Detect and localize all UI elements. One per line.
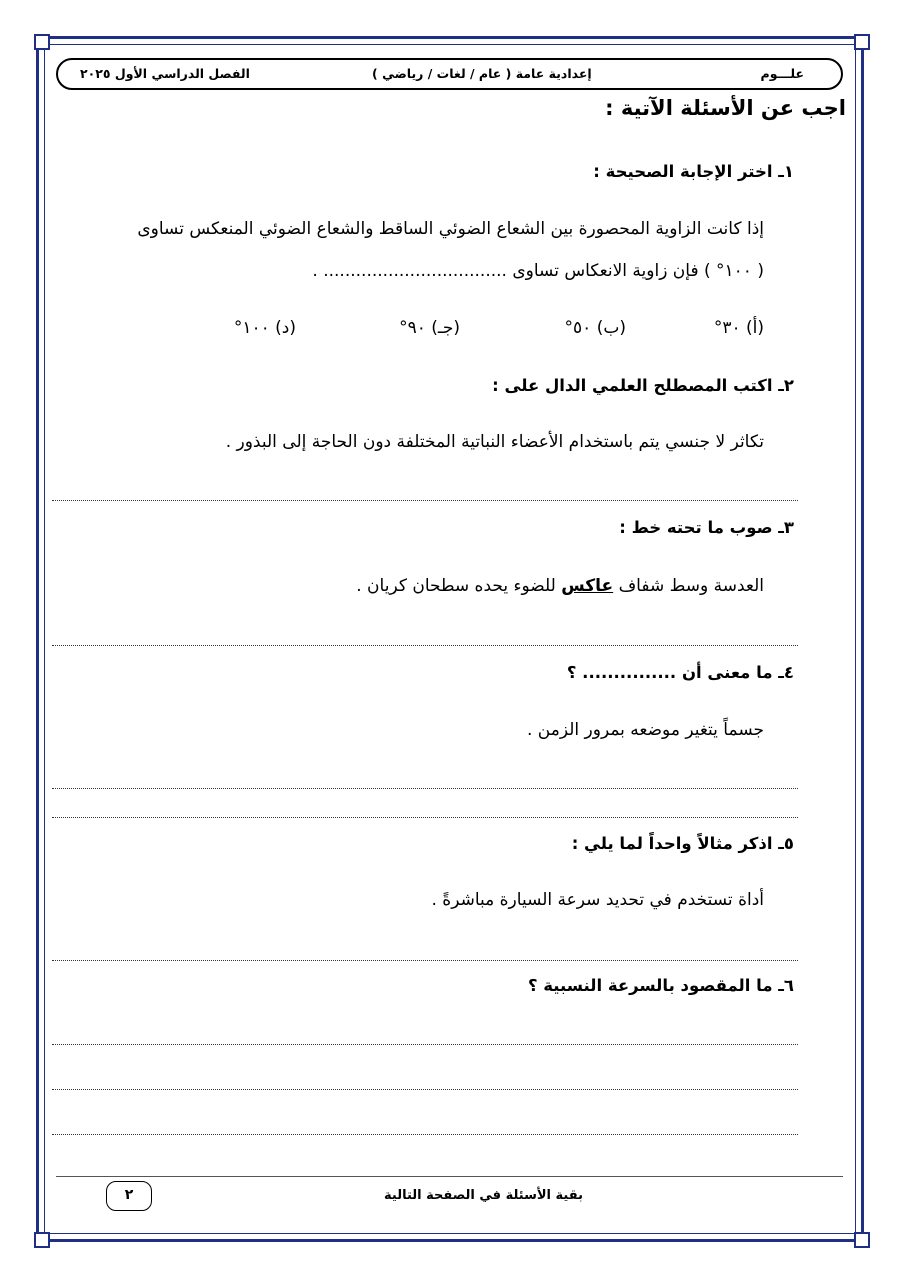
question-5-title: ٥ـ اذكر مثالاً واحداً لما يلي :	[571, 834, 794, 853]
option-c: (جـ) ٩٠°	[399, 318, 460, 338]
option-b: (ب) ٥٠°	[564, 318, 626, 338]
question-2-title: ٢ـ اكتب المصطلح العلمي الدال على :	[492, 376, 794, 395]
page-number: ٢	[106, 1181, 152, 1211]
question-1-line-2: ( ١٠٠° ) فإن زاوية الانعكاس تساوى .................................. .	[312, 261, 764, 281]
answer-line	[52, 1044, 798, 1045]
underlined-word: عاكس	[561, 576, 614, 596]
footer-note: بقية الأسئلة في الصفحة التالية	[384, 1188, 583, 1203]
answer-line	[52, 645, 798, 646]
footer-divider	[56, 1176, 843, 1177]
question-3-text-after: للضوء يحده سطحان كريان .	[356, 576, 556, 596]
corner-ornament	[854, 1232, 870, 1248]
answer-line	[52, 960, 798, 961]
question-4-text: جسماً يتغير موضعه بمرور الزمن .	[526, 720, 764, 740]
header-grade: إعدادية عامة ( عام / لغات / رياضي )	[372, 66, 592, 81]
corner-ornament	[34, 34, 50, 50]
question-1-title: ١ـ اختر الإجابة الصحيحة :	[593, 162, 794, 181]
question-2-text: تكاثر لا جنسي يتم باستخدام الأعضاء النباتية المختلفة دون الحاجة إلى البذور .	[225, 432, 764, 452]
answer-line	[52, 1089, 798, 1090]
question-3-text	[356, 576, 764, 596]
answer-line	[52, 500, 798, 501]
question-1-line-1: إذا كانت الزاوية المحصورة بين الشعاع الضوئي الساقط والشعاع الضوئي المنعكس تساوى	[137, 219, 764, 239]
answer-line	[52, 788, 798, 789]
page-title: اجب عن الأسئلة الآتية :	[605, 96, 846, 120]
option-d: (د) ١٠٠°	[233, 318, 296, 338]
header-term: الفصل الدراسي الأول ٢٠٢٥	[80, 66, 250, 81]
header-subject: علـــوم	[760, 66, 804, 81]
question-4-title: ٤ـ ما معنى أن ............... ؟	[566, 663, 794, 682]
question-6-title: ٦ـ ما المقصود بالسرعة النسبية ؟	[527, 976, 794, 995]
answer-line	[52, 817, 798, 818]
answer-line	[52, 1134, 798, 1135]
corner-ornament	[854, 34, 870, 50]
question-3-title: ٣ـ صوب ما تحته خط :	[619, 518, 794, 537]
question-3-text-before: العدسة وسط شفاف	[618, 576, 764, 596]
corner-ornament	[34, 1232, 50, 1248]
option-a: (أ) ٣٠°	[713, 318, 764, 338]
question-5-text: أداة تستخدم في تحديد سرعة السيارة مباشرةً .	[431, 890, 764, 910]
